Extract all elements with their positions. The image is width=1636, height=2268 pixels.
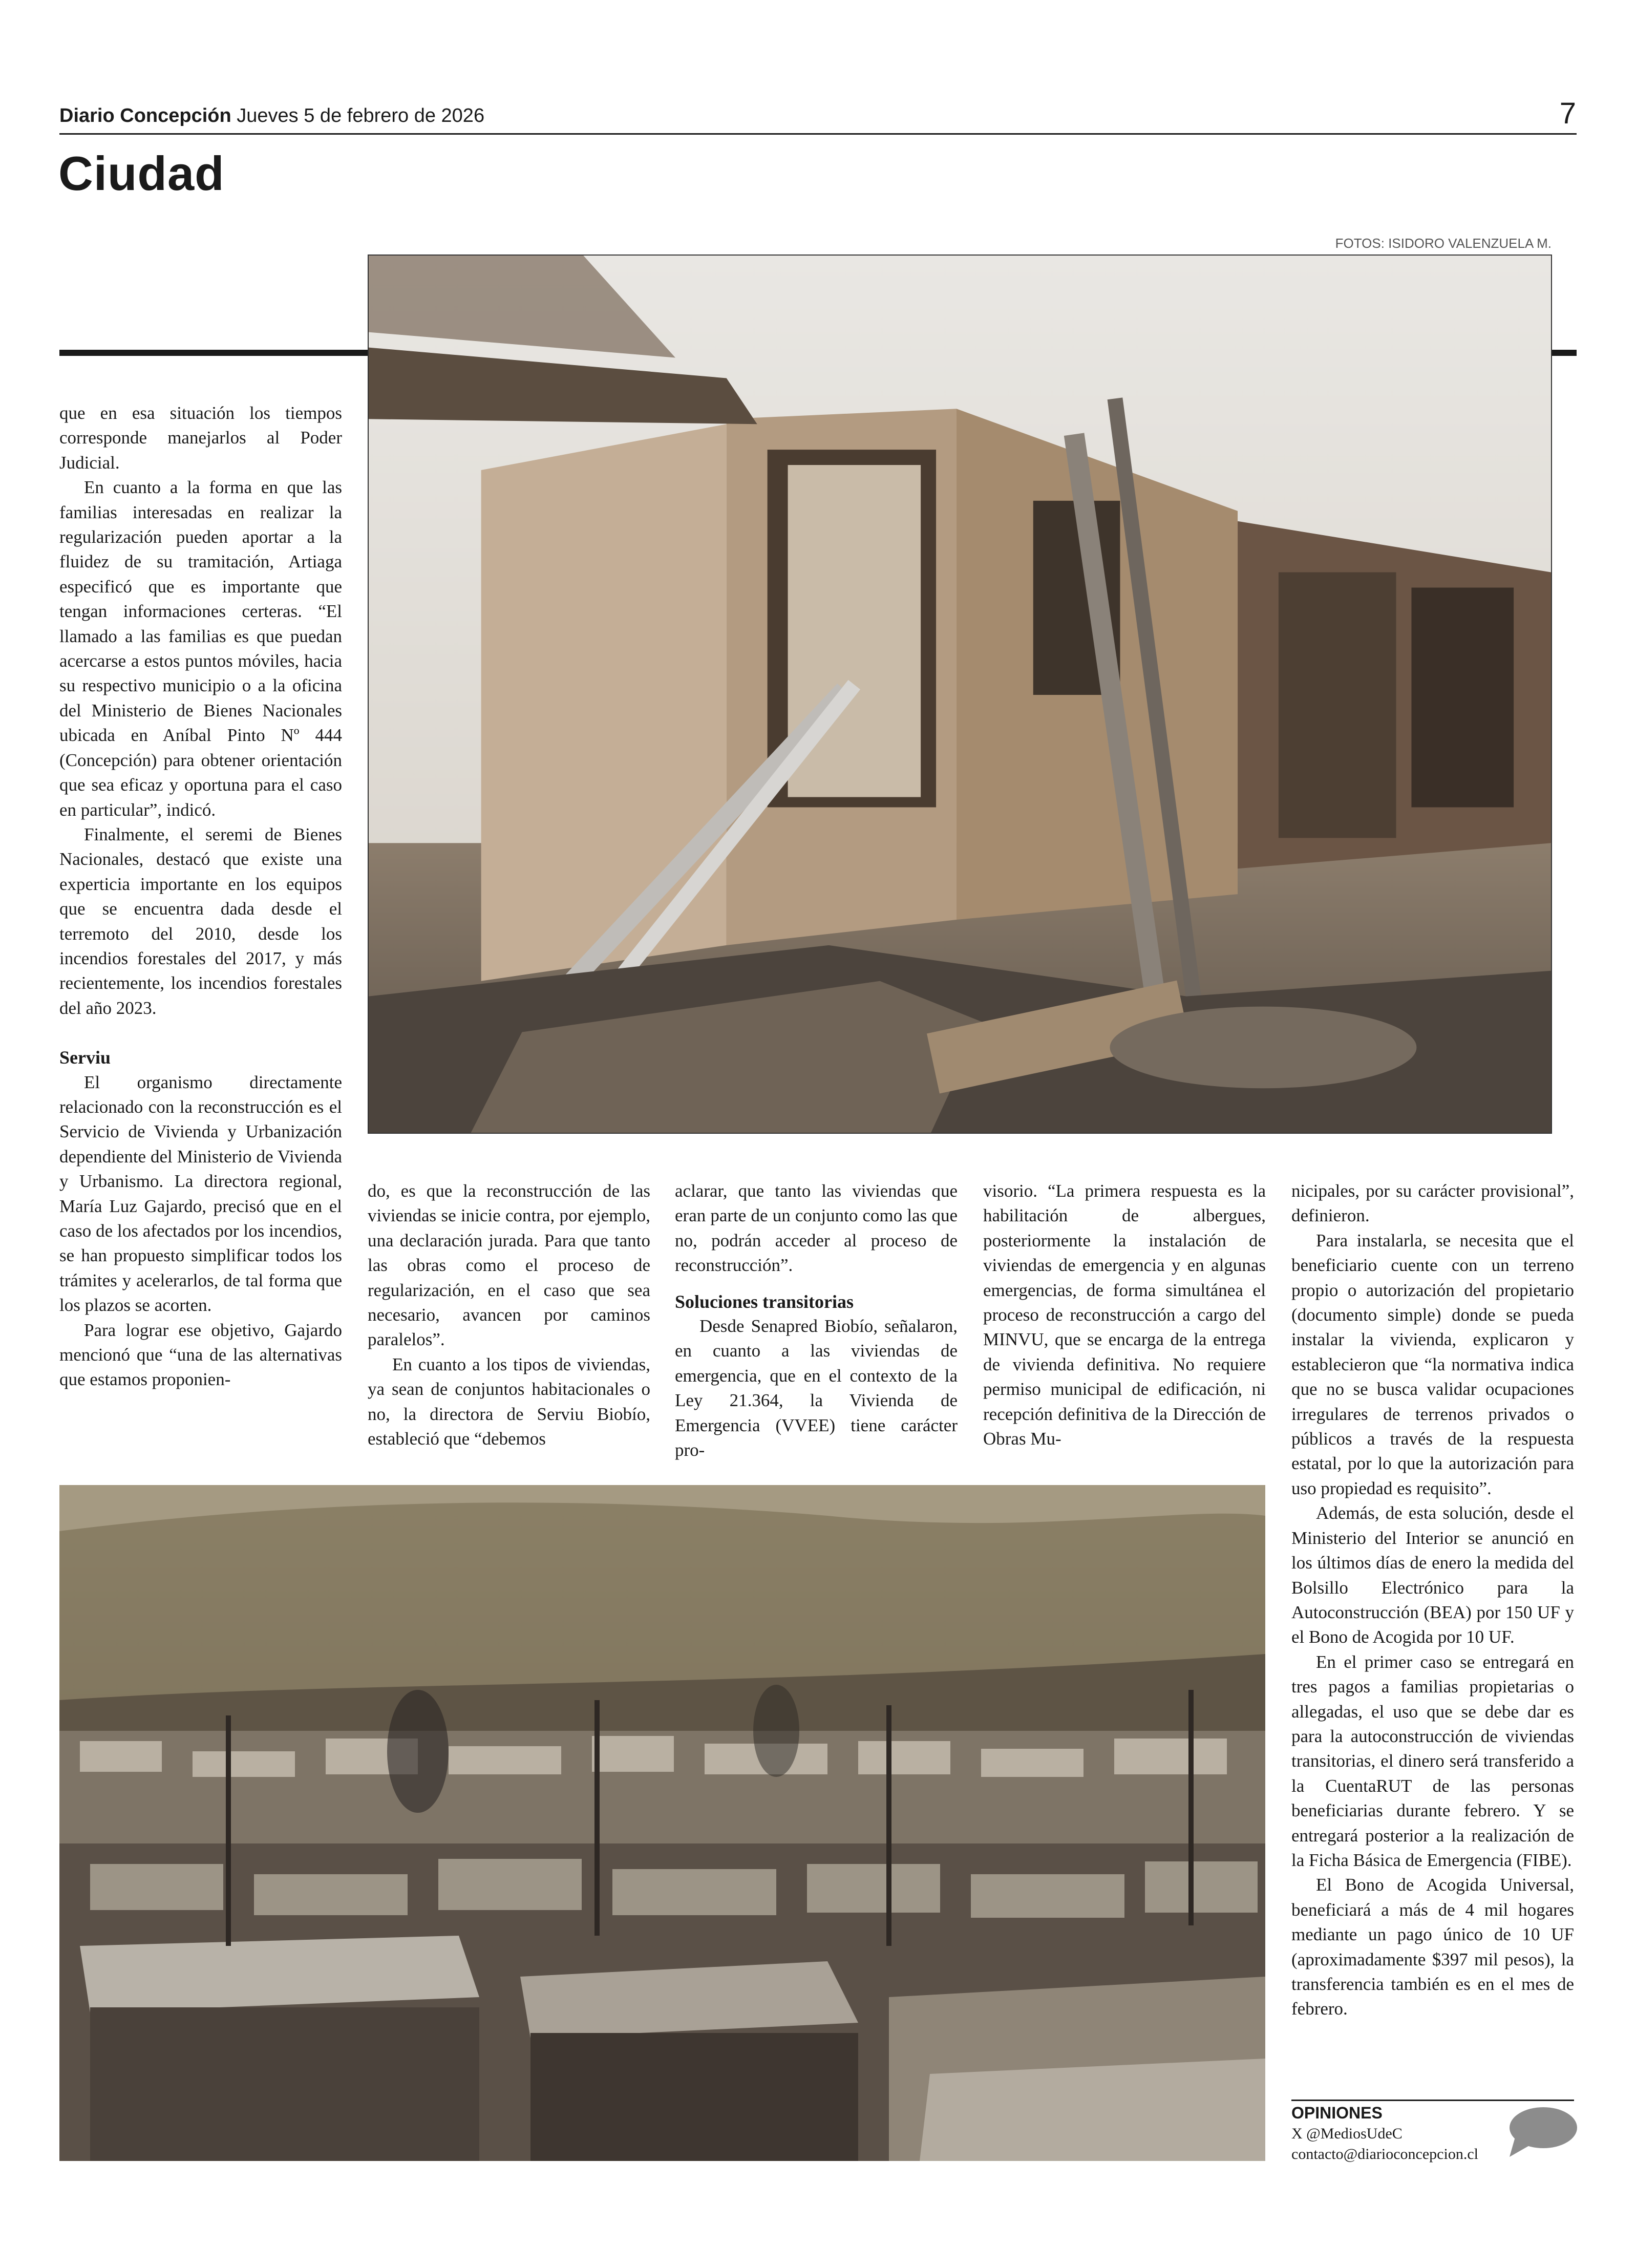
paragraph: En cuanto a la forma en que las familias interesadas en realizar la regularización pueden aportar a la fluidez de su tramitación, Artiaga especificó que es importante que tengan informaciones certeras. “El llamado a las familias es que puedan acercarse a estos puntos móviles, hacia su respectivo municipio o a la oficina del Ministerio de Bienes Nacionales ubicada en Aníbal Pinto Nº 444 (Concepción) para obtener orientación que sea eficaz y oportuna para el caso en particular”, indicó. (59, 477, 342, 820)
paragraph: visorio. “La primera respuesta es la habilitación de albergues, posteriormente la instalación de viviendas de emergencia y en algunas emergencias, de forma simultánea el proceso de reconstrucción a cargo del MINVU, que se encarga de la entrega de vivienda definitiva. No requiere permiso municipal de edificación, ni recepción definitiva de la Dirección de Obras Mu- (983, 1181, 1266, 1449)
speech-bubble-icon (1506, 2105, 1578, 2158)
article-column-1-upper (59, 401, 342, 1428)
paragraph: Para instalarla, se necesita que el beneficiario cuente con un terreno propio o autorización del propietario (documento simple) donde se pueda instalar la vivienda, explicaron y establecieron que “la normativa indica que no se busca validar ocupaciones irregulares de terrenos privados o públicos a través de la respuesta estatal, por lo que la autorización para uso propiedad es requisito”. (1291, 1230, 1574, 1498)
article-column-4 (983, 1179, 1266, 1476)
opinions-rule (1291, 2100, 1574, 2101)
page-number: 7 (1559, 97, 1576, 130)
paragraph: nicipales, por su carácter provisional”, definieron. (1291, 1181, 1574, 1226)
header-rule (59, 133, 1577, 135)
article-column-3 (675, 1179, 958, 1476)
paragraph: Finalmente, el seremi de Bienes Nacionales, destacó que existe una experticia importante en los equipos que se encuentra dada desde el terremoto del 2010, desde los incendios forestales del 2017, y más recientemente, los incendios forestales del año 2023. (59, 824, 342, 1018)
burned-house-photo (368, 255, 1552, 1134)
masthead (59, 105, 484, 127)
article-column-5 (1291, 1179, 1574, 2085)
issue-date: Jueves 5 de febrero de 2026 (237, 105, 485, 126)
burned-neighborhood-photo (59, 1485, 1265, 2161)
opinions-social-handle[interactable]: X @MediosUdeC (1291, 2125, 1403, 2142)
paragraph: Además, de esta solución, desde el Ministerio del Interior se anunció en los últimos días de enero la medida del Bolsillo Electrónico para la Autoconstrucción (BEA) por 150 UF y el Bono de Acogida por 10 UF. (1291, 1503, 1574, 1647)
photo-credit: FOTOS: ISIDORO VALENZUELA M. (1335, 236, 1552, 251)
article-column-2 (368, 1179, 650, 1476)
paragraph: que en esa situación los tiempos corresponde manejarlos al Poder Judicial. (59, 403, 342, 473)
paragraph: El organismo directamente relacionado con la reconstrucción es el Servicio de Vivienda y Urbanización dependiente del Ministerio de Vivienda y Urbanismo. La directora regional, María Luz Gajardo, precisó que en el caso de los afectados por los incendios, se han propuesto simplificar todos los trámites y acelerarlos, de tal forma que los plazos se acorten. (59, 1072, 342, 1316)
paragraph: aclarar, que tanto las viviendas que eran parte de un conjunto como las que no, podrán acceder al proceso de reconstrucción”. (675, 1181, 958, 1276)
paragraph: En cuanto a los tipos de viviendas, ya sean de conjuntos habitacionales o no, la directora de Serviu Biobío, estableció que “debemos (368, 1354, 650, 1449)
subheading-soluciones: Soluciones transitorias (675, 1291, 854, 1312)
paragraph: En el primer caso se entregará en tres pagos a familias propietarias o allegadas, el uso que se debe dar es para la autoconstrucción de viviendas transitorias, el dinero será transferido a la CuentaRUT de las personas beneficiarias durante febrero. Y se entregará posterior a la realización de la Ficha Básica de Emergencia (FIBE). (1291, 1651, 1574, 1870)
opinions-email-link[interactable]: contacto@diarioconcepcion.cl (1291, 2146, 1478, 2163)
subheading-serviu: Serviu (59, 1047, 111, 1068)
paragraph: Para lograr ese objetivo, Gajardo mencionó que “una de las alternativas que estamos proponien- (59, 1320, 342, 1390)
paragraph: Desde Senapred Biobío, señalaron, en cuanto a las viviendas de emergencia, que en el contexto de la Ley 21.364, la Vivienda de Emergencia (VVEE) tiene carácter pro- (675, 1316, 958, 1460)
paragraph: do, es que la reconstrucción de las viviendas se inicie contra, por ejemplo, una declaración jurada. Para que tanto las obras como el proceso de regularización, en el caso que sea necesario, avancen por caminos paralelos”. (368, 1181, 650, 1350)
section-title: Ciudad (58, 146, 225, 200)
opinions-title: OPINIONES (1291, 2104, 1383, 2122)
publication-name: Diario Concepción (59, 105, 231, 126)
paragraph: El Bono de Acogida Universal, beneficiará a más de 4 mil hogares mediante un pago único de 10 UF (aproximadamente $397 mil pesos), la transferencia también es en el mes de febrero. (1291, 1875, 1574, 2019)
